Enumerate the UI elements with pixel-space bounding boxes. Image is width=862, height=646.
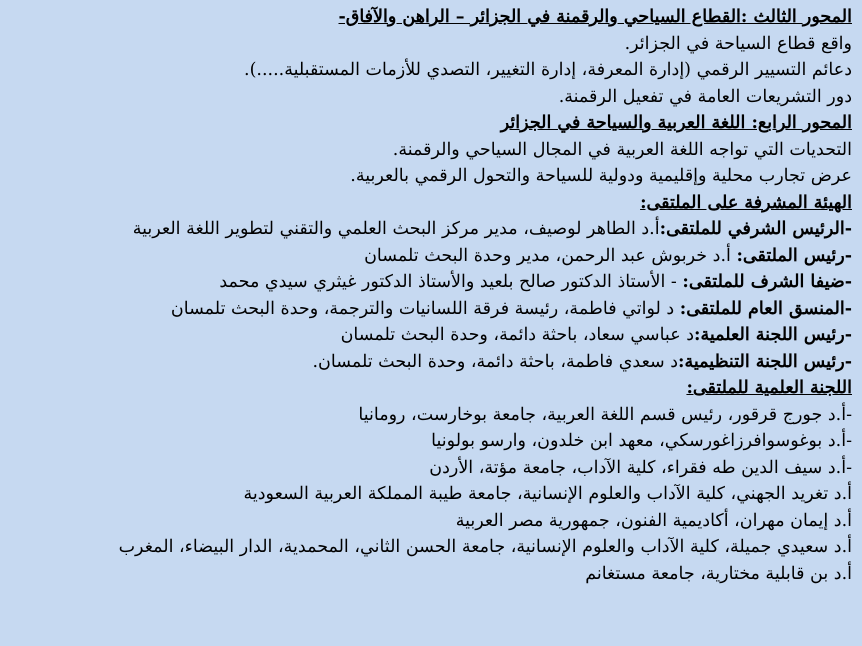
organizer-row [12, 216, 852, 243]
organizer-name: د سعدي فاطمة، باحثة دائمة، وحدة البحث تلمسان. [312, 351, 679, 372]
organizer-name: أ.د الطاهر لوصيف، مدير مركز البحث العلمي والتقني لتطوير اللغة العربية [132, 219, 660, 239]
committee-member: أ.د إيمان مهران، أكاديمية الفنون، جمهورية مصر العربية [455, 510, 852, 531]
axis-3-item: دور التشريعات العامة في تفعيل الرقمنة. [558, 86, 852, 107]
scientific-committee-heading: اللجنة العلمية للملتقى: [686, 378, 852, 398]
axis-3-heading: المحور الثالث :القطاع السياحي والرقمنة في الجزائر – الراهن والآفاق- [338, 7, 852, 27]
organizer-row [12, 296, 852, 323]
axis-4-item: التحديات التي تواجه اللغة العربية في المجال السياحي والرقمنة. [392, 139, 852, 160]
organizer-row [12, 269, 852, 296]
organizer-role: -ضيفا الشرف للملتقى: [682, 272, 852, 292]
organizer-role: -المنسق العام للملتقى: [679, 298, 852, 319]
committee-member: أ.د بن قابلية مختارية، جامعة مستغانم [585, 563, 852, 584]
organizer-role: -رئيس اللجنة العلمية: [694, 325, 852, 345]
committee-member: -أ.د جورج قرقور، رئيس قسم اللغة العربية، جامعة بوخارست، رومانيا [358, 404, 852, 425]
organizer-name: أ.د خربوش عبد الرحمن، مدير وحدة البحث تلمسان [364, 245, 737, 266]
committee-member: أ.د سعيدي جميلة، كلية الآداب والعلوم الإنسانية، جامعة الحسن الثاني، المحمدية، الدار البيضاء، المغرب [118, 537, 852, 557]
committee-member: -أ.د سيف الدين طه فقراء، كلية الآداب، جامعة مؤتة، الأردن [429, 457, 852, 478]
organizer-row [12, 243, 852, 270]
organizer-role: -رئيس الملتقى: [736, 245, 852, 266]
organizer-row [12, 322, 852, 349]
organizer-name: - الأستاذ الدكتور صالح بلعيد والأستاذ الدكتور غيثري سيدي محمد [219, 272, 683, 292]
axis-3-item: دعائم التسيير الرقمي (إدارة المعرفة، إدارة التغيير، التصدي للأزمات المستقبلية.....). [244, 60, 852, 80]
committee-member: أ.د تغريد الجهني، كلية الآداب والعلوم الإنسانية، جامعة طيبة المملكة العربية السعودية [243, 484, 852, 504]
organizer-role: -رئيس اللجنة التنظيمية: [678, 351, 852, 372]
organizer-name: د لواتي فاطمة، رئيسة فرقة اللسانيات والترجمة، وحدة البحث تلمسان [170, 298, 680, 319]
organizer-role: -الرئيس الشرفي للملتقى: [659, 219, 852, 239]
axis-4-item: عرض تجارب محلية وإقليمية ودولية للسياحة والتحول الرقمي بالعربية. [350, 166, 852, 186]
committee-member: -أ.د بوغوسوافرزاغورسكي، معهد ابن خلدون، وارسو بولونيا [431, 431, 852, 451]
axis-4-heading: المحور الرابع: اللغة العربية والسياحة في الجزائر [500, 113, 852, 133]
axis-3-item: واقع قطاع السياحة في الجزائر. [624, 33, 852, 54]
organizer-row [12, 349, 852, 376]
organizing-body-heading: الهيئة المشرفة على الملتقى: [640, 192, 852, 213]
organizer-name: د عباسي سعاد، باحثة دائمة، وحدة البحث تلمسان [340, 325, 695, 345]
